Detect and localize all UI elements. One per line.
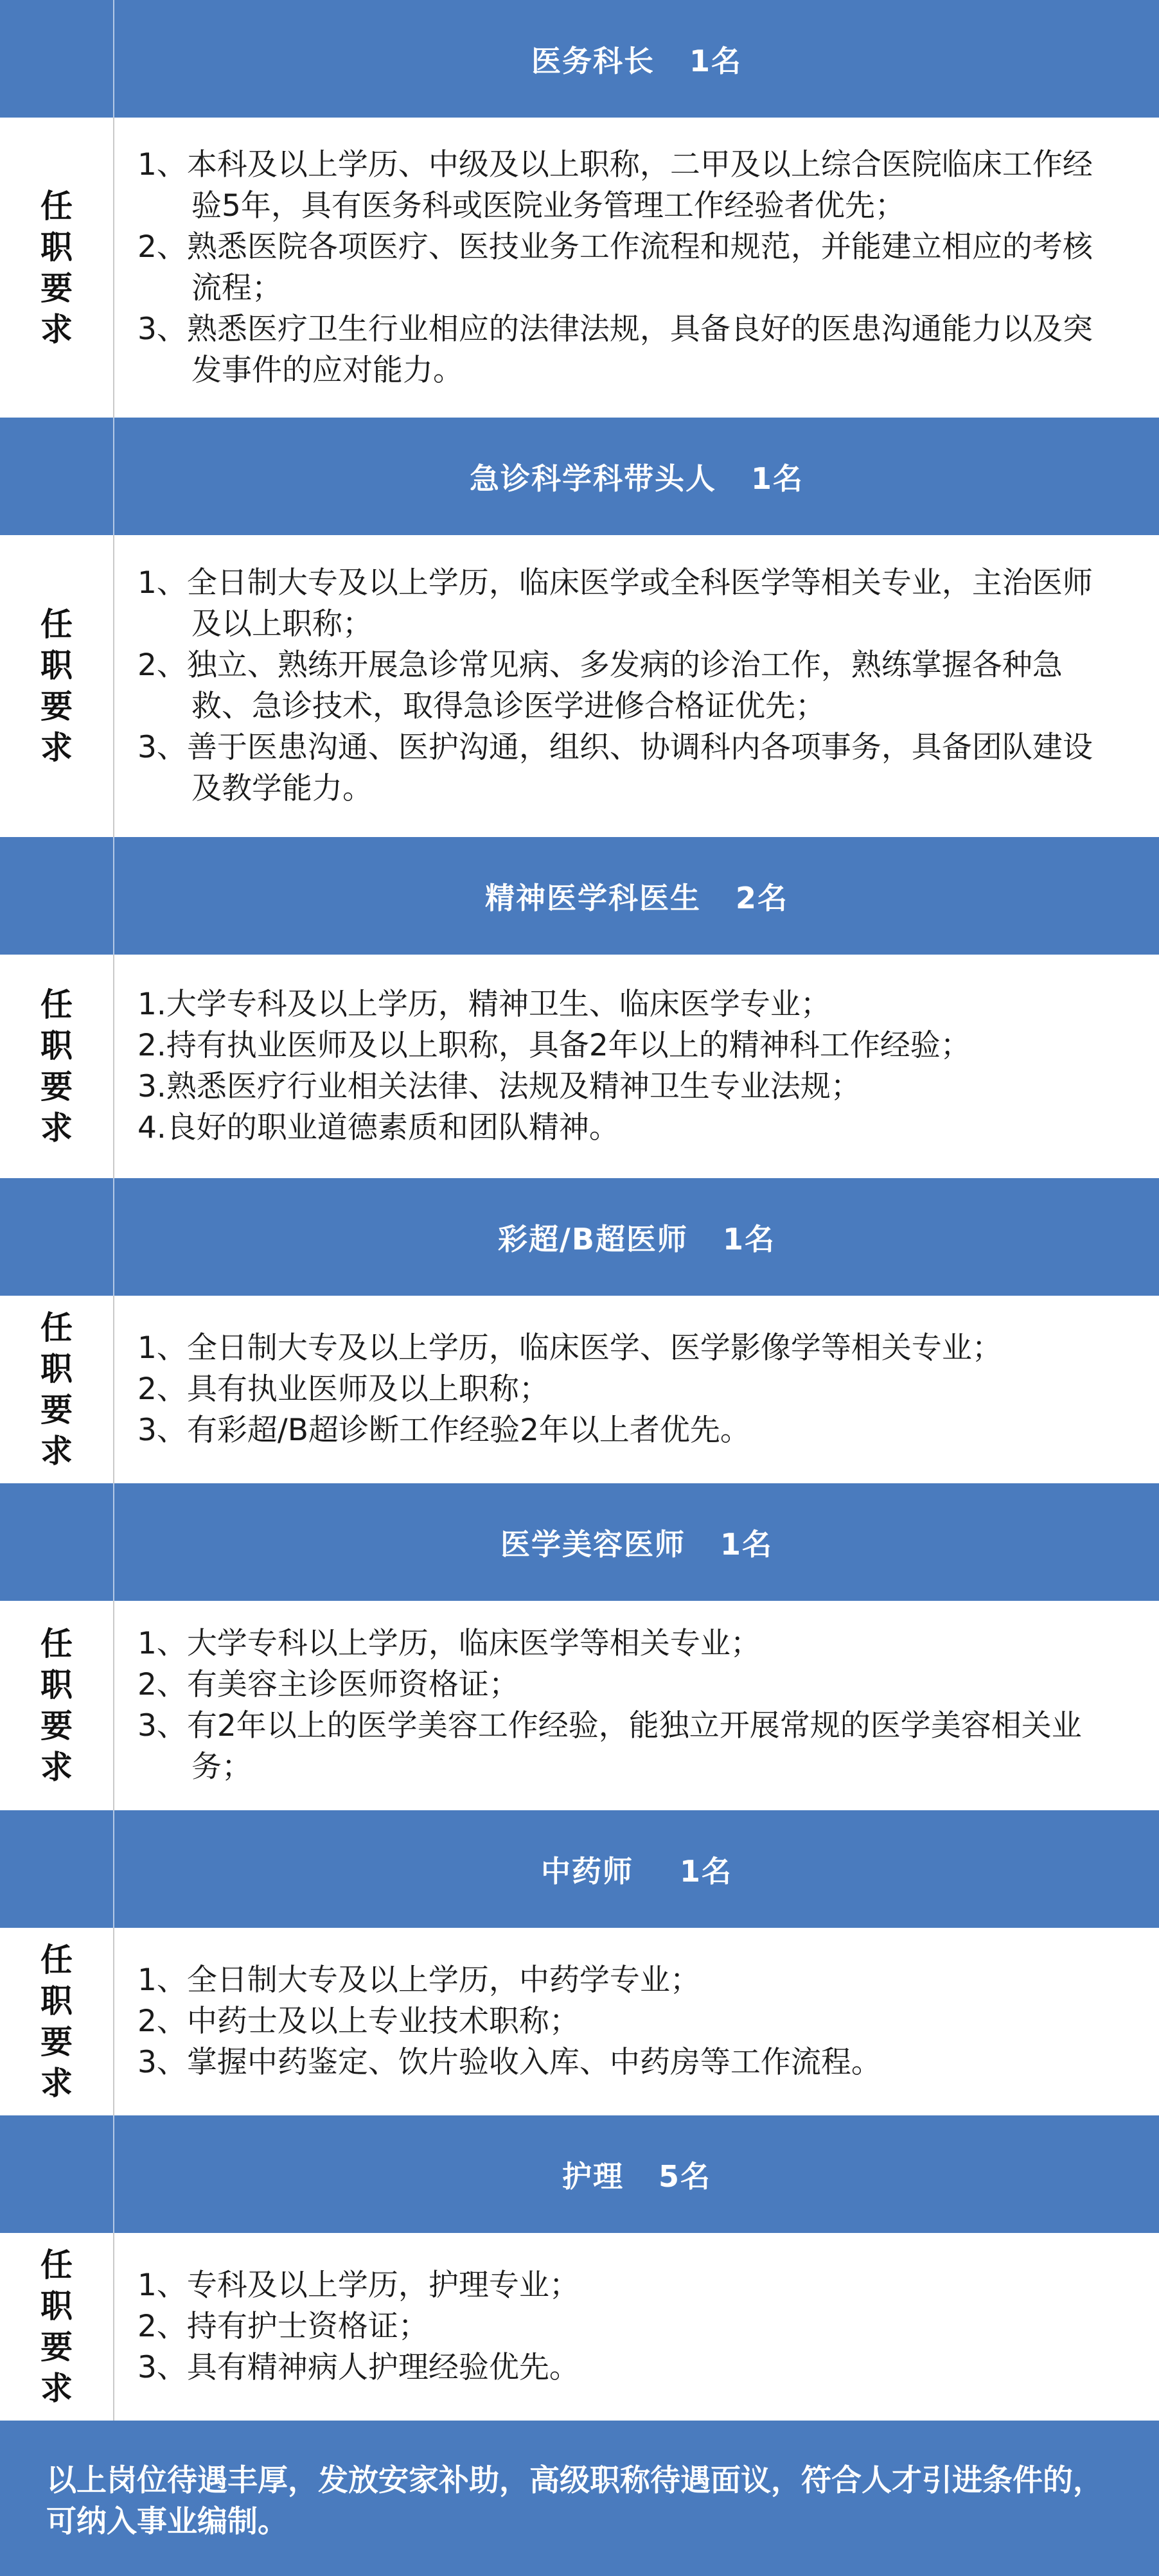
requirements-list [114,955,1159,1178]
requirements-list [114,1928,1159,2115]
section-title: 医务科长 1名 [531,43,743,78]
requirement-item: 1、本科及以上学历、中级及以上职称，二甲及以上综合医院临床工作经验5年，具有医务科或医院业务管理工作经验者优先； [137,146,1093,224]
section-header [0,0,1159,118]
requirement-item: 3、熟悉医疗卫生行业相应的法律法规，具备良好的医患沟通能力以及突发事件的应对能力。 [137,311,1093,388]
section-title: 医学美容医师 1名 [500,1526,774,1562]
section-header [0,1483,1159,1601]
requirements-label: 任 职 要 求 [40,187,73,348]
section-body [0,1296,1159,1483]
requirement-item: 1、全日制大专及以上学历，临床医学或全科医学等相关专业，主治医师及以上职称； [137,565,1093,642]
section-header [0,418,1159,535]
requirement-item: 2.持有执业医师及以上职称，具备2年以上的精神科工作经验； [137,1028,971,1063]
requirement-item: 1、大学专科以上学历，临床医学等相关专业； [137,1626,761,1661]
requirement-item: 1、全日制大专及以上学历，临床医学、医学影像学等相关专业； [137,1330,1002,1366]
requirement-item: 4.良好的职业道德素质和团队精神。 [137,1110,619,1145]
requirement-item: 3、有2年以上的医学美容工作经验，能独立开展常规的医学美容相关业务； [137,1708,1082,1785]
section-header [0,1810,1159,1928]
requirements-list [114,2233,1159,2421]
requirement-item: 2、具有执业医师及以上职称； [137,1372,549,1407]
requirements-list [114,1296,1159,1483]
requirement-item: 2、持有护士资格证； [137,2309,429,2344]
requirement-item: 3、善于医患沟通、医护沟通，组织、协调科内各项事务，具备团队建设及教学能力。 [137,730,1093,806]
requirements-label: 任 职 要 求 [40,1309,73,1470]
section-body [0,1601,1159,1810]
section-body [0,535,1159,837]
requirements-label: 任 职 要 求 [40,1941,73,2102]
requirement-item: 2、熟悉医院各项医疗、医技业务工作流程和规范，并能建立相应的考核流程； [137,229,1093,306]
section-title: 急诊科学科带头人 1名 [469,461,804,496]
job-section-ultrasound-doctor [0,1178,1159,1483]
requirements-list [114,1601,1159,1810]
job-section-chinese-pharmacist [0,1810,1159,2115]
section-title: 精神医学科医生 2名 [484,880,789,915]
job-section-medical-affairs-director [0,0,1159,418]
requirement-item: 3、掌握中药鉴定、饮片验收入库、中药房等工作流程。 [137,2045,881,2080]
requirements-label-column [0,1601,114,1810]
requirements-label-column [0,1928,114,2115]
requirement-item: 3、具有精神病人护理经验优先。 [137,2350,580,2385]
requirement-item: 2、独立、熟练开展急诊常见病、多发病的诊治工作，熟练掌握各种急救、急诊技术，取得急诊医学进修合格证优先； [137,648,1063,724]
requirements-label-column [0,2233,114,2421]
requirements-label-column [0,955,114,1178]
requirements-label-column [0,1296,114,1483]
section-header [0,837,1159,955]
requirements-list [114,535,1159,837]
job-section-psychiatry-doctor [0,837,1159,1178]
section-title: 彩超/B超医师 1名 [498,1221,775,1257]
job-section-emergency-lead [0,418,1159,837]
requirement-item: 3、有彩超/B超诊断工作经验2年以上者优先。 [137,1413,750,1448]
requirement-item: 2、中药士及以上专业技术职称； [137,2004,580,2039]
section-body [0,1928,1159,2115]
section-body [0,118,1159,418]
section-body [0,955,1159,1178]
job-section-nursing [0,2115,1159,2421]
requirements-label-column [0,118,114,418]
section-header [0,1178,1159,1296]
requirements-label: 任 职 要 求 [40,986,73,1147]
benefits-footer-text: 以上岗位待遇丰厚，发放安家补助，高级职称待遇面议，符合人才引进条件的，可纳入事业编制。 [46,2463,1103,2539]
section-title: 中药师 1名 [540,1853,733,1889]
section-body [0,2233,1159,2421]
section-title: 护理 5名 [562,2158,712,2194]
requirements-label: 任 职 要 求 [40,606,73,766]
requirement-item: 3.熟悉医疗行业相关法律、法规及精神卫生专业法规； [137,1069,861,1104]
requirements-label: 任 职 要 求 [40,1625,73,1786]
requirements-label: 任 职 要 求 [40,2246,73,2407]
requirements-list [114,118,1159,418]
benefits-footer [0,2421,1159,2576]
requirement-item: 2、有美容主诊医师资格证； [137,1667,519,1702]
requirement-item: 1.大学专科及以上学历，精神卫生、临床医学专业； [137,987,831,1022]
requirements-label-column [0,535,114,837]
job-section-aesthetic-doctor [0,1483,1159,1810]
requirement-item: 1、全日制大专及以上学历，中药学专业； [137,1963,700,1998]
requirement-item: 1、专科及以上学历，护理专业； [137,2268,580,2303]
section-header [0,2115,1159,2233]
